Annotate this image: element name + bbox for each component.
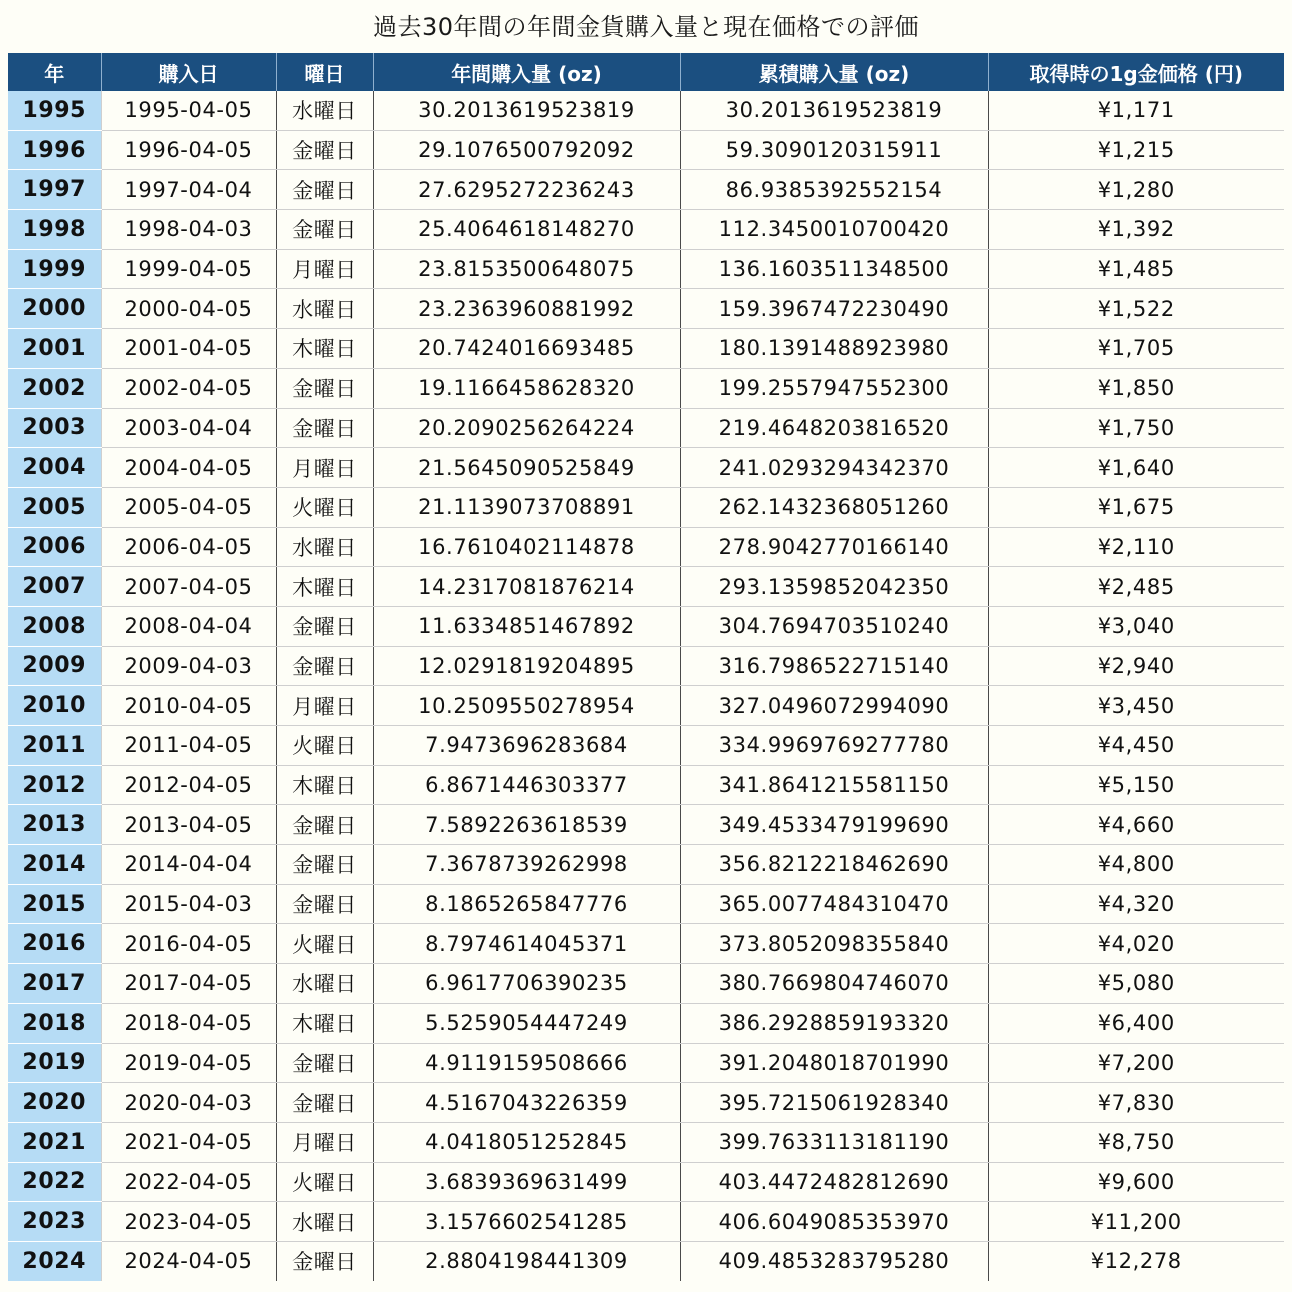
table-row xyxy=(8,646,1284,686)
cumulative-amount-cell: 199.2557947552300 xyxy=(680,368,988,408)
annual-amount-cell: 27.6295272236243 xyxy=(373,170,680,210)
weekday-cell: 金曜日 xyxy=(276,606,373,646)
table-row xyxy=(8,924,1284,964)
purchase-date-cell: 2011-04-05 xyxy=(101,726,276,766)
gold-price-cell: ¥1,392 xyxy=(988,210,1284,250)
purchase-date-cell: 1999-04-05 xyxy=(101,249,276,289)
table-row xyxy=(8,845,1284,885)
cumulative-amount-cell: 136.1603511348500 xyxy=(680,249,988,289)
table-row xyxy=(8,329,1284,369)
cumulative-amount-cell: 327.0496072994090 xyxy=(680,686,988,726)
cumulative-amount-cell: 356.8212218462690 xyxy=(680,845,988,885)
purchase-date-cell: 2018-04-05 xyxy=(101,1003,276,1043)
weekday-cell: 月曜日 xyxy=(276,686,373,726)
cumulative-amount-cell: 180.1391488923980 xyxy=(680,329,988,369)
gold-price-cell: ¥12,278 xyxy=(1090,1249,1182,1274)
annual-amount-cell: 10.2509550278954 xyxy=(373,686,680,726)
gold-price-cell: ¥9,600 xyxy=(988,1162,1284,1202)
year-cell: 2001 xyxy=(8,329,101,369)
cumulative-amount-cell: 30.2013619523819 xyxy=(680,91,988,130)
weekday-cell: 月曜日 xyxy=(276,1122,373,1162)
weekday-cell: 金曜日 xyxy=(276,884,373,924)
table-header-row xyxy=(8,53,1284,91)
year-cell: 1999 xyxy=(8,249,101,289)
cumulative-amount-cell: 380.7669804746070 xyxy=(680,964,988,1004)
purchase-date-cell: 1996-04-05 xyxy=(101,130,276,170)
cumulative-amount-cell: 403.4472482812690 xyxy=(680,1162,988,1202)
annual-amount-cell: 4.5167043226359 xyxy=(373,1083,680,1123)
purchase-date-cell: 2023-04-05 xyxy=(101,1202,276,1242)
gold-price-cell: ¥2,940 xyxy=(988,646,1284,686)
annual-amount-cell: 7.3678739262998 xyxy=(373,845,680,885)
gold-price-cell: ¥3,450 xyxy=(988,686,1284,726)
table-row xyxy=(8,964,1284,1004)
weekday-cell: 金曜日 xyxy=(276,210,373,250)
annual-amount-cell: 20.2090256264224 xyxy=(373,408,680,448)
gold-price-cell: ¥1,522 xyxy=(988,289,1284,329)
cumulative-amount-cell: 278.9042770166140 xyxy=(680,527,988,567)
header-purchase-date: 購入日 xyxy=(101,53,276,91)
annual-amount-cell: 7.9473696283684 xyxy=(373,726,680,766)
annual-amount-cell: 5.5259054447249 xyxy=(373,1003,680,1043)
purchase-date-cell: 2008-04-04 xyxy=(101,606,276,646)
gold-price-cell: ¥1,850 xyxy=(988,368,1284,408)
year-cell: 2000 xyxy=(8,289,101,329)
gold-price-cell: ¥4,020 xyxy=(988,924,1284,964)
year-cell: 2015 xyxy=(8,884,101,924)
year-cell: 2020 xyxy=(8,1083,101,1123)
header-gold-price: 取得時の1g金価格 (円) xyxy=(988,53,1284,91)
annual-amount-cell: 19.1166458628320 xyxy=(373,368,680,408)
year-cell: 2002 xyxy=(8,368,101,408)
cumulative-amount-cell: 219.4648203816520 xyxy=(680,408,988,448)
weekday-cell: 金曜日 xyxy=(276,130,373,170)
weekday-cell: 水曜日 xyxy=(276,1202,373,1242)
table-row xyxy=(8,1083,1284,1123)
annual-amount-cell: 14.2317081876214 xyxy=(373,567,680,607)
table-row xyxy=(8,1003,1284,1043)
gold-price-cell: ¥1,675 xyxy=(988,487,1284,527)
weekday-cell: 水曜日 xyxy=(276,91,373,130)
purchase-date-cell: 2010-04-05 xyxy=(101,686,276,726)
cumulative-amount-cell: 406.6049085353970 xyxy=(680,1202,988,1242)
weekday-cell: 月曜日 xyxy=(276,249,373,289)
weekday-cell: 水曜日 xyxy=(276,527,373,567)
purchase-date-cell: 2016-04-05 xyxy=(101,924,276,964)
table-row xyxy=(8,805,1284,845)
weekday-cell: 木曜日 xyxy=(276,329,373,369)
gold-purchase-table xyxy=(8,53,1284,1281)
cumulative-amount-cell: 334.9969769277780 xyxy=(680,726,988,766)
cumulative-amount-cell: 399.7633113181190 xyxy=(680,1122,988,1162)
weekday-cell: 金曜日 xyxy=(276,1241,373,1280)
year-cell: 2021 xyxy=(8,1122,101,1162)
table-row xyxy=(8,249,1284,289)
gold-price-cell: ¥5,150 xyxy=(988,765,1284,805)
weekday-cell: 金曜日 xyxy=(276,1043,373,1083)
annual-amount-cell: 30.2013619523819 xyxy=(373,91,680,130)
annual-amount-cell: 4.9119159508666 xyxy=(373,1043,680,1083)
table-row xyxy=(8,606,1284,646)
year-cell: 2010 xyxy=(8,686,101,726)
purchase-date-cell: 2022-04-05 xyxy=(101,1162,276,1202)
purchase-date-cell: 2001-04-05 xyxy=(101,329,276,369)
cumulative-amount-cell: 409.4853283795280 xyxy=(680,1241,988,1280)
table-row xyxy=(8,765,1284,805)
cumulative-amount-cell: 262.1432368051260 xyxy=(680,487,988,527)
weekday-cell: 金曜日 xyxy=(276,368,373,408)
cumulative-amount-cell: 59.3090120315911 xyxy=(680,130,988,170)
year-cell: 2005 xyxy=(8,487,101,527)
weekday-cell: 金曜日 xyxy=(276,646,373,686)
year-cell: 2007 xyxy=(8,567,101,607)
chart-title: 過去30年間の年間金貨購入量と現在価格での評価 xyxy=(372,13,920,41)
gold-price-cell: ¥4,450 xyxy=(988,726,1284,766)
year-cell: 2016 xyxy=(8,924,101,964)
gold-price-cell: ¥1,215 xyxy=(988,130,1284,170)
purchase-date-cell: 2002-04-05 xyxy=(101,368,276,408)
gold-price-cell: ¥2,110 xyxy=(988,527,1284,567)
purchase-date-cell: 2015-04-03 xyxy=(101,884,276,924)
weekday-cell: 金曜日 xyxy=(276,805,373,845)
year-cell: 2011 xyxy=(8,726,101,766)
purchase-date-cell: 2019-04-05 xyxy=(101,1043,276,1083)
cumulative-amount-cell: 112.3450010700420 xyxy=(680,210,988,250)
year-cell: 2023 xyxy=(8,1202,101,1242)
purchase-date-cell: 2021-04-05 xyxy=(101,1122,276,1162)
cumulative-amount-cell: 241.0293294342370 xyxy=(680,448,988,488)
table-row xyxy=(8,130,1284,170)
purchase-date-cell: 2007-04-05 xyxy=(101,567,276,607)
year-cell: 1998 xyxy=(8,210,101,250)
header-weekday: 曜日 xyxy=(276,53,373,91)
table-row xyxy=(8,1162,1284,1202)
annual-amount-cell: 6.8671446303377 xyxy=(373,765,680,805)
year-cell: 2004 xyxy=(8,448,101,488)
purchase-date-cell: 2012-04-05 xyxy=(101,765,276,805)
cumulative-amount-cell: 293.1359852042350 xyxy=(680,567,988,607)
weekday-cell: 木曜日 xyxy=(276,1003,373,1043)
purchase-date-cell: 2003-04-04 xyxy=(101,408,276,448)
annual-amount-cell: 23.8153500648075 xyxy=(373,249,680,289)
header-cumulative-amount: 累積購入量 (oz) xyxy=(680,53,988,91)
gold-price-cell: ¥1,280 xyxy=(988,170,1284,210)
table-body xyxy=(8,91,1284,1281)
weekday-cell: 火曜日 xyxy=(276,487,373,527)
purchase-date-cell: 2004-04-05 xyxy=(101,448,276,488)
cumulative-amount-cell: 395.7215061928340 xyxy=(680,1083,988,1123)
purchase-date-cell: 1995-04-05 xyxy=(101,91,276,130)
cumulative-amount-cell: 365.0077484310470 xyxy=(680,884,988,924)
year-cell: 2022 xyxy=(8,1162,101,1202)
annual-amount-cell: 20.7424016693485 xyxy=(373,329,680,369)
annual-amount-cell: 25.4064618148270 xyxy=(373,210,680,250)
annual-amount-cell: 12.0291819204895 xyxy=(373,646,680,686)
annual-amount-cell: 29.1076500792092 xyxy=(373,130,680,170)
gold-price-cell: ¥4,800 xyxy=(988,845,1284,885)
gold-price-cell: ¥11,200 xyxy=(988,1202,1284,1242)
weekday-cell: 火曜日 xyxy=(276,924,373,964)
weekday-cell: 火曜日 xyxy=(276,726,373,766)
annual-amount-cell: 8.7974614045371 xyxy=(373,924,680,964)
gold-price-cell: ¥1,705 xyxy=(988,329,1284,369)
purchase-date-cell: 2017-04-05 xyxy=(101,964,276,1004)
annual-amount-cell: 6.9617706390235 xyxy=(373,964,680,1004)
year-cell: 2006 xyxy=(8,527,101,567)
cumulative-amount-cell: 391.2048018701990 xyxy=(680,1043,988,1083)
table-row xyxy=(8,289,1284,329)
year-cell: 2024 xyxy=(8,1241,101,1280)
gold-price-cell: ¥3,040 xyxy=(988,606,1284,646)
annual-amount-cell: 11.6334851467892 xyxy=(373,606,680,646)
table-row xyxy=(8,368,1284,408)
gold-price-cell: ¥5,080 xyxy=(988,964,1284,1004)
annual-amount-cell: 8.1865265847776 xyxy=(373,884,680,924)
weekday-cell: 金曜日 xyxy=(276,845,373,885)
year-cell: 1997 xyxy=(8,170,101,210)
weekday-cell: 水曜日 xyxy=(276,964,373,1004)
weekday-cell: 木曜日 xyxy=(276,567,373,607)
annual-amount-cell: 3.1576602541285 xyxy=(373,1202,680,1242)
purchase-date-cell: 2024-04-05 xyxy=(101,1241,276,1280)
table-row xyxy=(8,884,1284,924)
year-cell: 2009 xyxy=(8,646,101,686)
year-cell: 2018 xyxy=(8,1003,101,1043)
table-row xyxy=(8,1122,1284,1162)
gold-price-cell: ¥1,750 xyxy=(988,408,1284,448)
table-row xyxy=(8,1202,1284,1242)
table-row xyxy=(8,1241,1284,1280)
weekday-cell: 水曜日 xyxy=(276,289,373,329)
cumulative-amount-cell: 341.8641215581150 xyxy=(680,765,988,805)
purchase-date-cell: 2009-04-03 xyxy=(101,646,276,686)
annual-amount-cell: 21.5645090525849 xyxy=(373,448,680,488)
table-row xyxy=(8,170,1284,210)
table-row xyxy=(8,448,1284,488)
year-cell: 1995 xyxy=(8,91,101,130)
annual-amount-cell: 21.1139073708891 xyxy=(373,487,680,527)
year-cell: 2012 xyxy=(8,765,101,805)
weekday-cell: 月曜日 xyxy=(276,448,373,488)
purchase-date-cell: 1997-04-04 xyxy=(101,170,276,210)
table-row xyxy=(8,726,1284,766)
annual-amount-cell: 2.8804198441309 xyxy=(373,1241,680,1280)
gold-price-cell: ¥4,320 xyxy=(988,884,1284,924)
cumulative-amount-cell: 159.3967472230490 xyxy=(680,289,988,329)
header-year: 年 xyxy=(8,53,101,91)
header-annual-amount: 年間購入量 (oz) xyxy=(373,53,680,91)
gold-price-cell: ¥1,640 xyxy=(988,448,1284,488)
table-row xyxy=(8,91,1284,130)
gold-price-cell: ¥7,200 xyxy=(988,1043,1284,1083)
year-cell: 2017 xyxy=(8,964,101,1004)
gold-price-cell: ¥4,660 xyxy=(988,805,1284,845)
purchase-date-cell: 2014-04-04 xyxy=(101,845,276,885)
table-row xyxy=(8,527,1284,567)
purchase-date-cell: 2005-04-05 xyxy=(101,487,276,527)
weekday-cell: 金曜日 xyxy=(276,1083,373,1123)
year-cell: 2014 xyxy=(8,845,101,885)
cumulative-amount-cell: 373.8052098355840 xyxy=(680,924,988,964)
gold-price-cell: ¥6,400 xyxy=(988,1003,1284,1043)
purchase-date-cell: 1998-04-03 xyxy=(101,210,276,250)
purchase-date-cell: 2020-04-03 xyxy=(101,1083,276,1123)
purchase-date-cell: 2006-04-05 xyxy=(101,527,276,567)
table-row xyxy=(8,686,1284,726)
gold-price-cell: ¥1,171 xyxy=(988,91,1284,130)
cumulative-amount-cell: 86.9385392552154 xyxy=(680,170,988,210)
cumulative-amount-cell: 386.2928859193320 xyxy=(680,1003,988,1043)
table-row xyxy=(8,1043,1284,1083)
weekday-cell: 木曜日 xyxy=(276,765,373,805)
weekday-cell: 金曜日 xyxy=(276,170,373,210)
year-cell: 2008 xyxy=(8,606,101,646)
annual-amount-cell: 7.5892263618539 xyxy=(373,805,680,845)
weekday-cell: 火曜日 xyxy=(276,1162,373,1202)
annual-amount-cell: 3.6839369631499 xyxy=(373,1162,680,1202)
cumulative-amount-cell: 304.7694703510240 xyxy=(680,606,988,646)
cumulative-amount-cell: 316.7986522715140 xyxy=(680,646,988,686)
year-cell: 1996 xyxy=(8,130,101,170)
purchase-date-cell: 2013-04-05 xyxy=(101,805,276,845)
year-cell: 2019 xyxy=(8,1043,101,1083)
table-row xyxy=(8,487,1284,527)
annual-amount-cell: 16.7610402114878 xyxy=(373,527,680,567)
purchase-date-cell: 2000-04-05 xyxy=(101,289,276,329)
year-cell: 2013 xyxy=(8,805,101,845)
table-row xyxy=(8,210,1284,250)
table-row xyxy=(8,567,1284,607)
cumulative-amount-cell: 349.4533479199690 xyxy=(680,805,988,845)
table-row xyxy=(8,408,1284,448)
annual-amount-cell: 23.2363960881992 xyxy=(373,289,680,329)
gold-price-cell: ¥8,750 xyxy=(988,1122,1284,1162)
gold-price-cell: ¥2,485 xyxy=(988,567,1284,607)
annual-amount-cell: 4.0418051252845 xyxy=(373,1122,680,1162)
year-cell: 2003 xyxy=(8,408,101,448)
gold-price-cell: ¥1,485 xyxy=(988,249,1284,289)
weekday-cell: 金曜日 xyxy=(276,408,373,448)
gold-price-cell: ¥7,830 xyxy=(988,1083,1284,1123)
